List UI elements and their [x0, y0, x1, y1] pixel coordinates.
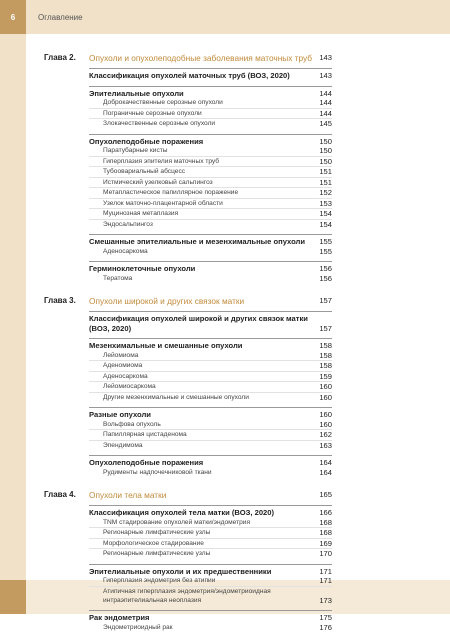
item-title[interactable]: Истмический узелковый сальпингоз — [103, 178, 213, 186]
item-title[interactable]: Тератома — [103, 274, 133, 282]
section-title[interactable]: Мезенхимальные и смешанные опухоли — [89, 341, 243, 350]
toc-item[interactable] — [89, 274, 332, 284]
item-title[interactable]: Другие мезенхимальные и смешанные опухоли — [103, 393, 249, 401]
item-page-number: 150 — [319, 146, 332, 155]
section-page-number: 166 — [319, 508, 332, 517]
toc-section — [89, 564, 332, 606]
item-page-number: 160 — [319, 382, 332, 391]
item-title[interactable]: TNM стадирование опухолей матки/эндометрия — [103, 518, 251, 526]
section-page-number: 150 — [319, 136, 332, 146]
item-page-number: 153 — [319, 198, 332, 208]
toc-section — [89, 134, 332, 230]
toc-item[interactable] — [89, 548, 332, 559]
section-page-number: 158 — [319, 341, 332, 350]
item-page-number: 169 — [319, 538, 332, 548]
chapter-title[interactable]: Опухоли широкой и других связок матки — [89, 296, 245, 306]
section-title[interactable]: Разные опухоли — [89, 410, 151, 419]
chapter-title-row[interactable] — [89, 490, 332, 500]
chapter-page-number: 165 — [319, 490, 332, 499]
section-row[interactable] — [89, 508, 332, 518]
toc-item[interactable] — [89, 440, 332, 451]
toc-item[interactable] — [89, 351, 332, 361]
chapter-label: Глава 4. — [44, 490, 76, 499]
section-row[interactable] — [89, 89, 332, 99]
item-title[interactable]: Аденосаркома — [103, 372, 148, 380]
section-title[interactable]: Классификация опухолей тела матки (ВОЗ, 2020) — [89, 508, 275, 517]
section-page-number: 156 — [319, 264, 332, 273]
toc-item[interactable] — [89, 468, 332, 478]
chapter-entry — [44, 490, 332, 632]
item-page-number: 152 — [319, 188, 332, 197]
item-page-number: 150 — [319, 156, 332, 166]
section-row[interactable] — [89, 567, 332, 577]
toc-item[interactable] — [89, 146, 332, 156]
item-page-number: 145 — [319, 119, 332, 128]
toc-item[interactable] — [89, 518, 332, 528]
section-page-number: 175 — [319, 613, 332, 623]
item-page-number: 163 — [319, 440, 332, 450]
toc-section — [89, 234, 332, 256]
toc-item[interactable] — [89, 623, 332, 633]
item-title[interactable]: Эндометриоидный рак — [103, 623, 173, 631]
section-page-number: 144 — [319, 88, 332, 98]
item-title[interactable]: Лейомиома — [103, 351, 139, 359]
section-title[interactable]: Эпителиальные опухоли и их предшественники — [89, 566, 272, 576]
section-row[interactable] — [89, 458, 332, 468]
item-title[interactable]: Тубоовариальный абсцесс — [103, 168, 186, 176]
toc-section — [89, 68, 332, 81]
section-page-number: 155 — [319, 237, 332, 246]
bottom-corner-block — [0, 580, 26, 614]
toc-item[interactable] — [89, 392, 332, 403]
chapter-label: Глава 2. — [44, 53, 76, 62]
item-title[interactable]: Доброкачественные серозные опухоли — [103, 99, 223, 107]
item-page-number: 156 — [319, 273, 332, 283]
toc-section — [89, 261, 332, 283]
item-page-number: 164 — [319, 467, 332, 477]
item-title[interactable]: Гиперплазия эндометрия без атипии — [103, 577, 216, 585]
item-title[interactable]: Эпендимома — [103, 441, 143, 449]
toc-item[interactable] — [89, 187, 332, 198]
chapter-page-number: 157 — [319, 296, 332, 305]
running-header-title: Оглавление — [38, 12, 83, 22]
item-page-number: 154 — [319, 209, 332, 218]
item-title[interactable]: Узелок маточно-плацентарной области — [103, 199, 223, 207]
item-title[interactable]: Пограничные серозные опухоли — [103, 109, 202, 117]
toc-section — [89, 407, 332, 450]
toc-item[interactable] — [89, 371, 332, 382]
item-title[interactable]: Злокачественные серозные опухоли — [103, 120, 216, 128]
chapter-page-number: 143 — [319, 53, 332, 62]
section-row[interactable] — [89, 71, 332, 81]
chapter-label: Глава 3. — [44, 296, 76, 305]
item-page-number: 158 — [319, 361, 332, 370]
item-title[interactable]: Регионарные лимфатические узлы — [103, 529, 211, 537]
item-title[interactable]: Аденосаркома — [103, 247, 148, 255]
toc-section — [89, 311, 332, 333]
item-title[interactable]: Метапластическое папиллярное поражение — [103, 189, 239, 197]
item-page-number: 171 — [319, 576, 332, 585]
table-of-contents — [44, 53, 332, 636]
chapter-title-row[interactable] — [89, 53, 332, 63]
toc-item[interactable] — [89, 108, 332, 119]
item-page-number: 144 — [319, 108, 332, 118]
section-row[interactable] — [89, 613, 332, 623]
item-title[interactable]: Папиллярная цистаденома — [103, 431, 187, 439]
item-page-number: 160 — [319, 392, 332, 402]
item-title[interactable]: Паратубарные кисты — [103, 147, 168, 155]
section-row[interactable] — [89, 137, 332, 147]
item-title[interactable]: Лейомиосаркома — [103, 383, 156, 391]
toc-item[interactable] — [89, 219, 332, 230]
section-page-number: 164 — [319, 458, 332, 467]
section-row[interactable] — [89, 341, 332, 351]
section-title[interactable]: Классификация опухолей широкой и других связок матки (ВОЗ, 2020) — [89, 314, 308, 333]
section-title[interactable]: Смешанные эпителиальные и мезенхимальные опухоли — [89, 237, 306, 246]
item-title[interactable]: Регионарные лимфатические узлы — [103, 550, 211, 558]
section-page-number: 157 — [319, 323, 332, 333]
toc-item[interactable] — [89, 166, 332, 177]
toc-item[interactable] — [89, 538, 332, 549]
item-page-number: 162 — [319, 430, 332, 439]
item-page-number: 151 — [319, 177, 332, 187]
section-page-number: 143 — [319, 71, 332, 80]
item-page-number: 168 — [319, 517, 332, 527]
chapter-entry — [44, 53, 332, 283]
chapter-body — [89, 296, 332, 477]
toc-item[interactable] — [89, 247, 332, 257]
toc-item[interactable] — [89, 118, 332, 129]
toc-item[interactable] — [89, 429, 332, 440]
toc-item[interactable] — [89, 527, 332, 538]
section-title[interactable]: Опухолеподобные поражения — [89, 136, 204, 146]
section-title[interactable]: Рак эндометрия — [89, 613, 150, 623]
item-page-number: 168 — [319, 528, 332, 537]
chapter-title-row[interactable] — [89, 296, 332, 306]
section-title[interactable]: Герминоклеточные опухоли — [89, 264, 196, 273]
toc-item[interactable] — [89, 98, 332, 108]
item-page-number: 144 — [319, 98, 332, 107]
section-page-number: 160 — [319, 410, 332, 419]
section-row[interactable] — [89, 410, 332, 420]
item-page-number: 154 — [319, 219, 332, 229]
toc-section — [89, 505, 332, 559]
toc-section — [89, 338, 332, 402]
toc-item[interactable] — [89, 360, 332, 371]
section-row[interactable] — [89, 264, 332, 274]
toc-item[interactable] — [89, 576, 332, 586]
section-title[interactable]: Эпителиальные опухоли — [89, 88, 184, 98]
item-title[interactable]: Рудименты надпочечниковой ткани — [103, 468, 212, 476]
item-page-number: 160 — [319, 419, 332, 429]
item-page-number: 176 — [319, 622, 332, 632]
item-page-number: 158 — [319, 350, 332, 360]
item-page-number: 151 — [319, 167, 332, 176]
item-title[interactable]: Атипичная гиперплазия эндометрия/эндометриоидная интраэпителиальная неоплазия — [103, 587, 271, 604]
toc-section — [89, 455, 332, 477]
item-title[interactable]: Муцинозная метаплазия — [103, 210, 179, 218]
toc-item[interactable] — [89, 198, 332, 209]
chapter-title[interactable]: Опухоли и опухолеподобные заболевания маточных труб — [89, 53, 313, 63]
section-page-number: 171 — [319, 566, 332, 576]
section-title[interactable]: Опухолеподобные поражения — [89, 458, 204, 467]
section-row[interactable] — [89, 237, 332, 247]
toc-item[interactable] — [89, 420, 332, 430]
toc-item[interactable] — [89, 177, 332, 188]
chapter-body — [89, 53, 332, 283]
item-page-number: 155 — [319, 246, 332, 256]
chapter-entry — [44, 296, 332, 477]
item-title[interactable]: Эндосальпингоз — [103, 220, 153, 228]
item-title[interactable]: Вольфова опухоль — [103, 420, 161, 428]
item-page-number: 173 — [319, 595, 332, 605]
section-row[interactable] — [89, 314, 332, 333]
toc-item[interactable] — [89, 381, 332, 392]
toc-item[interactable] — [89, 208, 332, 219]
toc-item[interactable] — [89, 586, 332, 606]
left-margin-bar — [0, 34, 26, 614]
toc-section — [89, 86, 332, 129]
section-title[interactable]: Классификация опухолей маточных труб (ВОЗ, 2020) — [89, 71, 290, 80]
chapter-body — [89, 490, 332, 632]
item-title[interactable]: Аденомиома — [103, 362, 143, 370]
page-number: 6 — [0, 0, 26, 34]
item-page-number: 170 — [319, 549, 332, 558]
chapter-title[interactable]: Опухоли тела матки — [89, 490, 167, 500]
item-title[interactable]: Морфологическое стадирование — [103, 539, 204, 547]
toc-item[interactable] — [89, 156, 332, 167]
item-title[interactable]: Гиперплазия эпителия маточных труб — [103, 157, 220, 165]
item-page-number: 159 — [319, 371, 332, 381]
